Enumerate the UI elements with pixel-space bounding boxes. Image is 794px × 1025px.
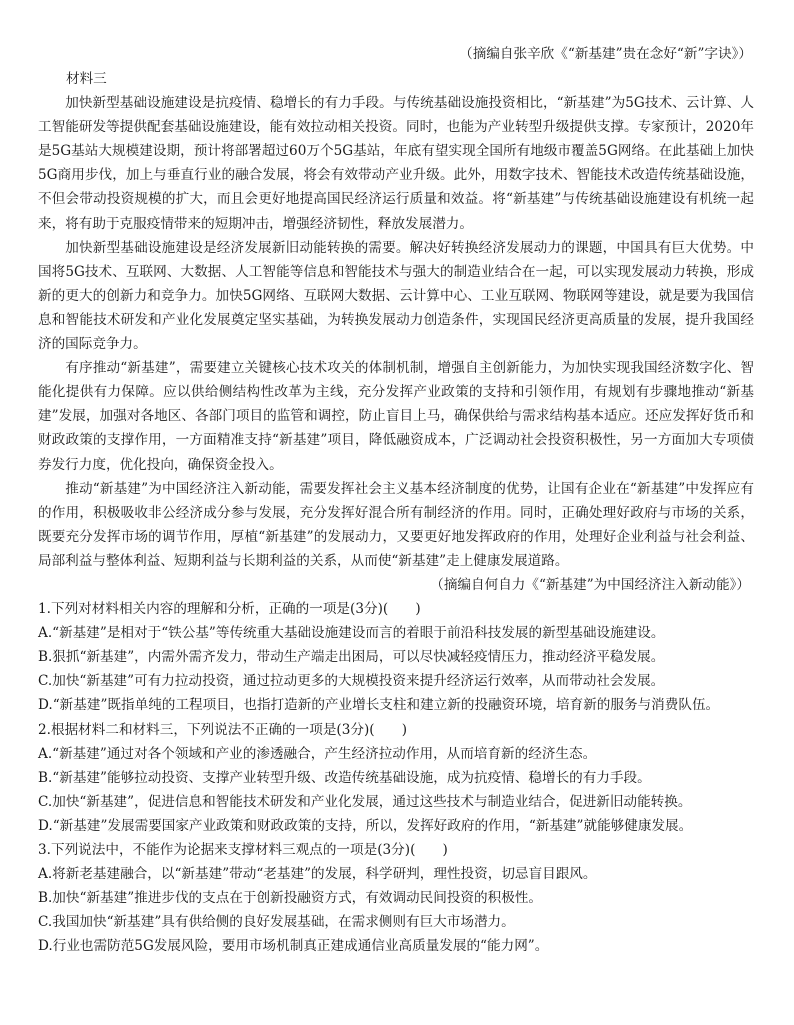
option-b: B.加快“新基建”推进步伐的支点在于创新投融资方式，有效调动民间投资的积极性。 [38,890,542,907]
option-a: A.将新老基建融合，以“新基建”带动“老基建”的发展，科学研判，理性投资，切忌盲目跟风。 [38,866,597,883]
article-body [38,67,754,958]
question-2 [38,718,754,838]
question-stem: 2.根据材料二和材料三，下列说法不正确的一项是(3分)( ) [38,721,408,738]
question-3 [38,838,754,958]
option-d: D.“新基建”发展需要国家产业政策和财政政策的支持，所以，发挥好政府的作用，“新基建”就能够健康发展。 [38,817,693,834]
option-c: C.我国加快“新基建”具有供给侧的良好发展基础，在需求侧则有巨大市场潜力。 [38,914,515,931]
option-c: C.加快“新基建”，促进信息和智能技术研发和产业化发展，通过这些技术与制造业结合，促进新旧动能转换。 [38,793,692,810]
paragraph: 加快新型基础设施建设是抗疫情、稳增长的有力手段。与传统基础设施投资相比，“新基建”为5G技术、云计算、人工智能研发等提供配套基础设施建设，能有效拉动相关投资。同时，也能为产业转型升级提供支撑。专家预计，2020年是5G基站大规模建设期，预计将部署超过60万个5G基站，年底有望实现全国所有地级市覆盖5G网络。在此基础上加快5G商用步伐，加上与垂直行业的融合发展，将会有效带动产业升级。此外，用数字技术、智能技术改造传统基础设施，不但会带动投资规模的扩大，而且会更好地提高国民经济运行质量和效益。将“新基建”与传统基础设施建设有机统一起来，将有助于克服疫情带来的短期冲击，增强经济韧性，释放发展潜力。 [38,95,754,232]
option-d: D.行业也需防范5G发展风险，要用市场机制真正建成通信业高质量发展的“能力网”。 [38,938,549,955]
option-b: B.“新基建”能够拉动投资、支撑产业转型升级、改造传统基础设施，成为抗疫情、稳增长的有力手段。 [38,769,651,786]
source-citation-top: （摘编自张辛欣《“新基建”贵在念好“新”字诀》） [459,46,752,62]
question-1 [38,597,754,717]
option-d: D.“新基建”既指单纯的工程项目，也指打造新的产业增长支柱和建立新的投融资环境，培育新的服务与消费队伍。 [38,697,720,714]
paragraph: 加快新型基础设施建设是经济发展新旧动能转换的需要。解决好转换经济发展动力的课题，中国具有巨大优势。中国将5G技术、互联网、大数据、人工智能等信息和智能技术与强大的制造业结合在一起，可以实现发展动力转换，形成新的更大的创新力和竞争力。加快5G网络、互联网大数据、云计算中心、工业互联网、物联网等建设，就是要为我国信息和智能技术研发和产业化发展奠定坚实基础，为转换发展动力创造条件，实现国民经济更高质量的发展，提升我国经济的国际竞争力。 [38,239,754,353]
option-b: B.狠抓“新基建”，内需外需齐发力，带动生产端走出困局，可以尽快减轻疫情压力，推动经济平稳发展。 [38,649,665,666]
source-citation-bottom: （摘编自何自力《“新基建”为中国经济注入新动能》） [430,576,750,593]
option-c: C.加快“新基建”可有力拉动投资，通过拉动更多的大规模投资来提升经济运行效率，从而带动社会发展。 [38,673,665,690]
question-stem: 1.下列对材料相关内容的理解和分析，正确的一项是(3分)( ) [38,601,421,618]
option-a: A.“新基建”是相对于“铁公基”等传统重大基础设施建设而言的着眼于前沿科技发展的新型基础设施建设。 [38,625,665,642]
question-stem: 3.下列说法中，不能作为论据来支撑材料三观点的一项是(3分)( ) [38,842,448,858]
paragraph: 推动“新基建”为中国经济注入新动能，需要发挥社会主义基本经济制度的优势，让国有企业在“新基建”中发挥应有的作用，积极吸收非公经济成分参与发展，充分发挥好混合所有制经济的作用。同时，正确处理好政府与市场的关系，既要充分发挥市场的调节作用，厚植“新基建”的发展动力，又要更好地发挥政府的作用，处理好企业利益与社会利益、局部利益与整体利益、短期利益与长期利益的关系，从而使“新基建”走上健康发展道路。 [38,480,754,569]
section-heading: 材料三 [66,71,107,87]
option-a: A.“新基建”通过对各个领域和产业的渗透融合，产生经济拉动作用，从而培育新的经济生态。 [38,745,597,762]
paragraph: 有序推动“新基建”，需要建立关键核心技术攻关的体制机制，增强自主创新能力，为加快实现我国经济数字化、智能化提供有力保障。应以供给侧结构性改革为主线，充分发挥产业政策的支持和引领作用，有规划有步骤地推动“新基建”发展，加强对各地区、各部门项目的监管和调控，防止盲目上马，确保供给与需求结构基本适应。还应发挥好货币和财政政策的支撑作用，一方面精准支持“新基建”项目，降低融资成本，广泛调动社会投资积极性，另一方面加大专项债券发行力度，优化投向，确保资金投入。 [38,360,754,473]
